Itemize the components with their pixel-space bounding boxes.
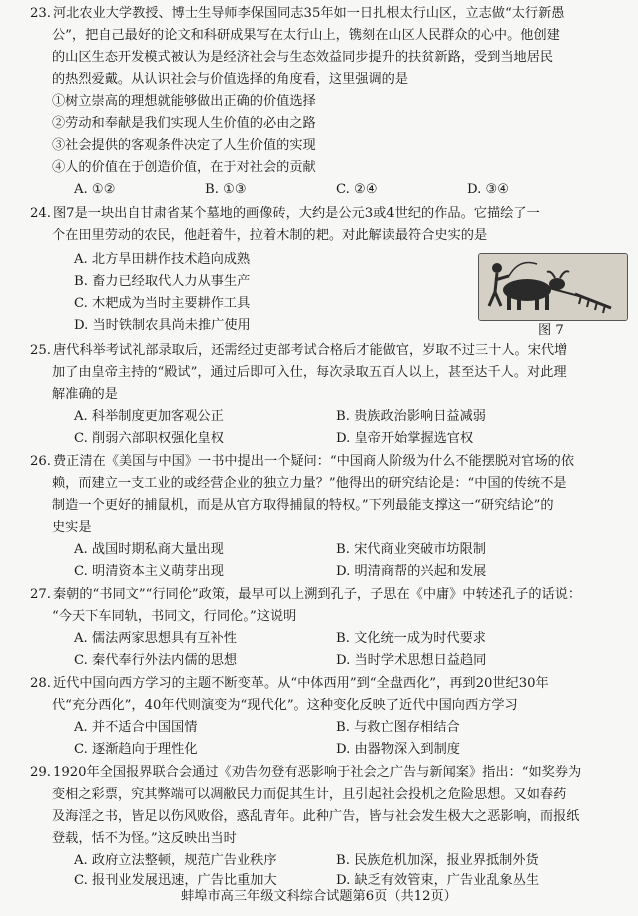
q26-option-b: B. 宋代商业突破市坊限制	[336, 542, 486, 557]
q25-number: 25.	[30, 343, 51, 358]
q27-option-b: B. 文化统一成为时代要求	[336, 631, 486, 646]
q28-option-d: D. 由器物深入到制度	[336, 742, 460, 757]
q29-option-b: B. 民族危机加深，报业界抵制外货	[336, 853, 539, 868]
q26-option-a: A. 战国时期私商大量出现	[74, 542, 224, 557]
q26-option-c: C. 明清资本主义萌芽出现	[74, 564, 224, 579]
q23-number: 23.	[30, 6, 51, 21]
q25-stem-line-1: 25. 唐代科举考试礼部录取后，还需经过吏部考试合格后才能做官，岁取不过三十人。宋代增	[30, 341, 567, 361]
q26-number: 26.	[30, 454, 51, 469]
q23-item-4: ④人的价值在于创造价值，在于对社会的贡献	[52, 160, 316, 175]
page-footer: 蚌埠市高三年级文科综合试题第6页（共12页）	[181, 889, 457, 904]
q26-stem-line-2: 赖，而建立一支工业的或经营企业的独立力量？”他得出的研究结论是：“中国的传统不是	[52, 476, 567, 491]
q25-option-b: B. 贵族政治影响日益减弱	[336, 409, 486, 424]
q29-stem-line-3: 及海淫之书，皆足以伤风败俗，惑乱青年。此种广告，皆与社会发生极大之恶影响，而报纸	[52, 809, 580, 824]
q28-stem-line-2: 代“充分西化”，40年代则演变为“现代化”。这种变化反映了近代中国向西方学习	[52, 698, 518, 713]
q27-number: 27.	[30, 587, 51, 602]
q23-stem-line-4: 的热烈爱戴。从认识社会与价值选择的角度看，这里强调的是	[52, 72, 409, 87]
q29-stem-line-1: 29. 1920年全国报界联合会通过《劝告勿登有恶影响于社会之广告与新闻案》指出：“如奖券为	[30, 763, 581, 783]
q29-option-a: A. 政府立法整顿，规范广告业秩序	[74, 853, 277, 868]
q23-stem-line-2: 公”，把自己最好的论文和科研成果写在太行山上，镌刻在山区人民群众的心中。他创建	[52, 28, 560, 43]
q23-item-3: ③社会提供的客观条件决定了人生价值的实现	[52, 138, 316, 153]
q24-option-d: D. 当时铁制农具尚未推广使用	[74, 318, 251, 333]
q29-stem-line-4: 登载，恬不为怪。”这反映出当时	[52, 831, 237, 846]
q25-stem-line-3: 解准确的是	[52, 387, 118, 402]
q26-stem-line-4: 史实是	[52, 520, 92, 535]
q28-option-c: C. 逐渐趋向于理性化	[74, 742, 198, 757]
q23-option-c: C. ②④	[336, 182, 378, 197]
q28-stem-line-1: 28. 近代中国向西方学习的主题不断变革。从“中体西用”到“全盘西化”，再到20世纪30年	[30, 674, 549, 694]
q23-option-a: A. ①②	[74, 182, 116, 197]
q27-option-c: C. 秦代奉行外法内儒的思想	[74, 653, 238, 668]
q24-option-c: C. 木耙成为当时主要耕作工具	[74, 296, 251, 311]
q24-number: 24.	[30, 206, 51, 221]
q25-option-a: A. 科举制度更加客观公正	[74, 409, 224, 424]
q23-option-b: B. ①③	[205, 182, 247, 197]
q26-stem-line-1: 26. 费正清在《美国与中国》一书中提出一个疑问：“中国商人阶级为什么不能摆脱对官场的依	[30, 452, 574, 472]
q23-item-1: ①树立崇高的理想就能够做出正确的价值选择	[52, 94, 316, 109]
q24-option-a: A. 北方旱田耕作技术趋向成熟	[74, 252, 251, 267]
q27-stem-line-2: “今天下车同轨，书同文，行同伦。”这说明	[52, 609, 297, 624]
q25-option-d: D. 皇帝开始掌握选官权	[336, 431, 474, 446]
q28-number: 28.	[30, 676, 51, 691]
q23-item-2: ②劳动和奉献是我们实现人生价值的必由之路	[52, 116, 316, 131]
q27-stem-line-1: 27. 秦朝的“书同文”“行同伦”政策，最早可以上溯到孔子，子思在《中庸》中转述孔子的话说：	[30, 585, 581, 605]
q25-option-c: C. 削弱六部职权强化皇权	[74, 431, 224, 446]
q24-stem-line-2: 个在田里劳动的农民，他赶着牛，拉着木制的耙。对此解读最符合史实的是	[52, 228, 488, 243]
q28-option-b: B. 与救亡图存相结合	[336, 720, 460, 735]
q23-stem-line-1: 23. 河北农业大学教授、博士生导师李保国同志35年如一日扎根太行山区，立志做“太行新愚	[30, 4, 564, 24]
q23-option-d: D. ③④	[467, 182, 510, 197]
q27-option-d: D. 当时学术思想日益趋同	[336, 653, 487, 668]
q29-option-c: C. 报刊业发展迅速，广告比重加大	[74, 873, 277, 888]
q29-stem-line-2: 变相之彩票，究其弊端可以凋敝民力而促其生计，且引起社会投机之危险思想。又如春药	[52, 787, 567, 802]
q24-option-b: B. 畜力已经取代人力从事生产	[74, 274, 251, 289]
q26-stem-line-3: 制造一个更好的捕鼠机，而是从官方取得捕鼠的特权。”下列最能支撑这一“研究结论”的	[52, 498, 554, 513]
q27-option-a: A. 儒法两家思想具有互补性	[74, 631, 237, 646]
q25-stem-line-2: 加了由皇帝主持的“殿试”，通过后即可入仕，每次录取五百人以上，甚至达千人。对此理	[52, 365, 567, 380]
q26-option-d: D. 明清商帮的兴起和发展	[336, 564, 487, 579]
q28-option-a: A. 并不适合中国国情	[74, 720, 198, 735]
farmer-ox-harrow-icon	[479, 254, 627, 320]
q29-option-d: D. 缺乏有效管束，广告业乱象丛生	[336, 873, 540, 888]
q29-number: 29.	[30, 765, 51, 780]
brick-painting-figure	[478, 253, 628, 321]
q24-stem-line-1: 24. 图7是一块出自甘肃省某个墓地的画像砖，大约是公元3或4世纪的作品。它描绘了一	[30, 204, 540, 224]
figure-caption: 图 7	[538, 323, 564, 338]
q23-stem-line-3: 的山区生态开发模式被认为是经济社会与生态效益同步提升的扶贫新路，受到当地居民	[52, 50, 554, 65]
